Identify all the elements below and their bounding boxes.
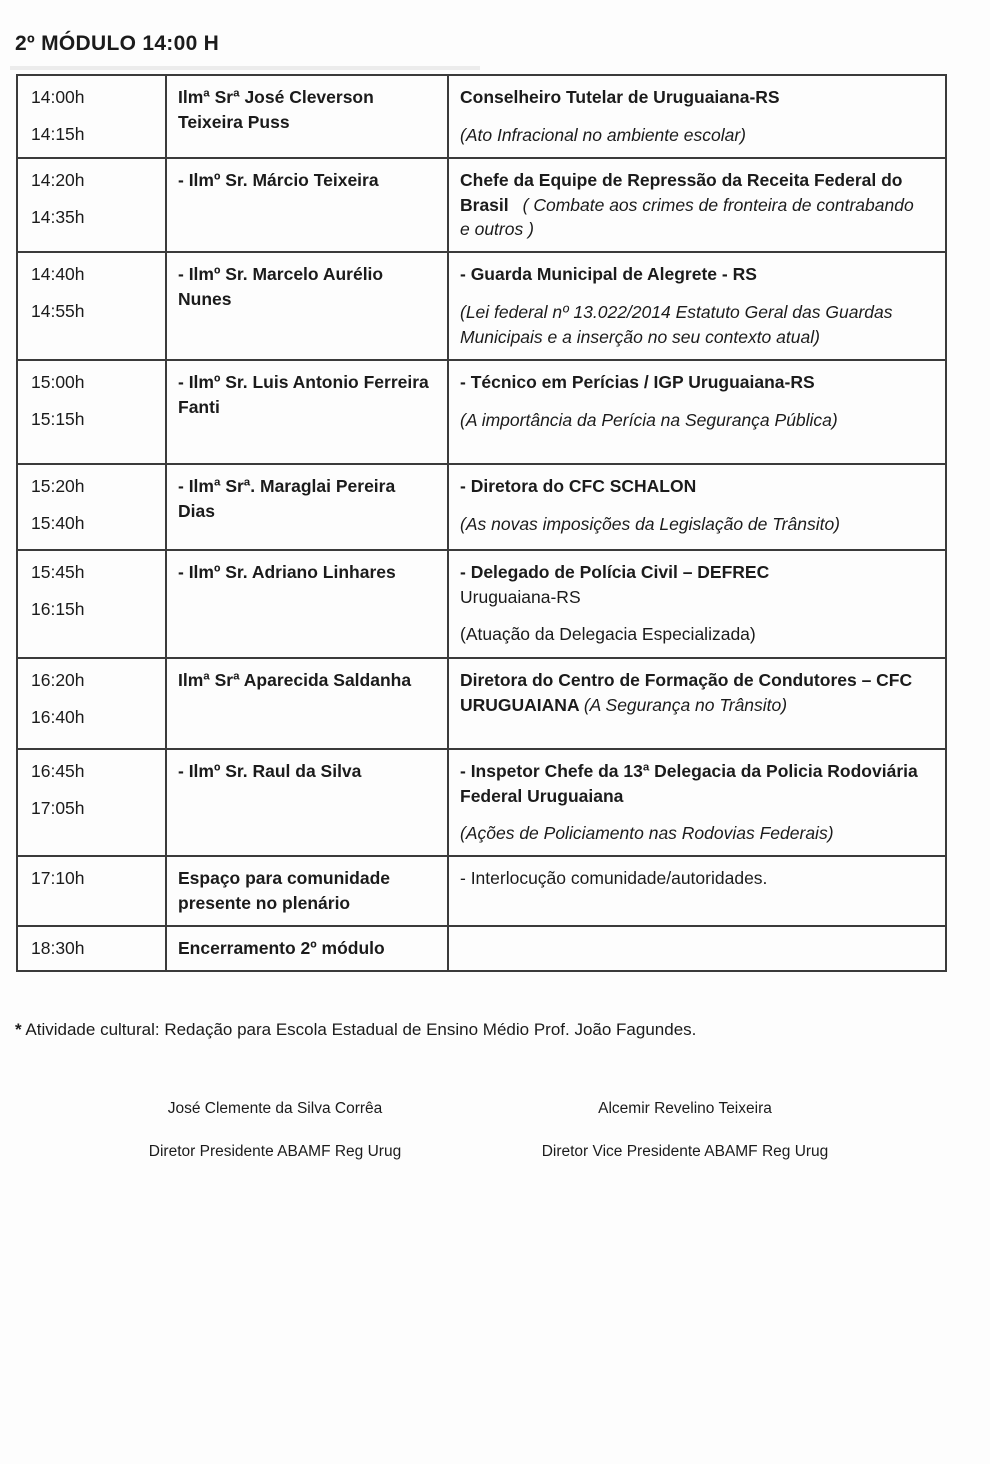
table-row	[18, 361, 945, 465]
role-cell	[449, 76, 945, 157]
topic-text: (Lei federal nº 13.022/2014 Estatuto Geral das Guardas Municipais e a inserção no seu contexto atual)	[460, 302, 893, 347]
speaker-name: - Ilmº Sr. Raul da Silva	[178, 760, 362, 781]
role-location: Uruguaiana-RS	[460, 586, 581, 607]
table-row	[18, 659, 945, 750]
time-start: 14:20h	[31, 169, 85, 190]
role-text	[460, 668, 919, 718]
role-cell	[449, 551, 945, 657]
time-start: 16:45h	[31, 760, 85, 781]
speaker-name: Encerramento 2º módulo	[178, 937, 385, 958]
speaker-name: Ilmª Srª José Cleverson Teixeira Puss	[178, 87, 374, 132]
time-start: 15:20h	[31, 475, 85, 496]
schedule-table	[16, 74, 947, 972]
time-end: 14:35h	[31, 206, 85, 227]
speaker-cell	[167, 253, 449, 359]
role-text: - Guarda Municipal de Alegrete - RS	[460, 264, 757, 285]
speaker-name: - Ilmº Sr. Marcelo Aurélio Nunes	[178, 264, 384, 310]
time-cell	[18, 465, 167, 549]
signature-block	[70, 1100, 890, 1161]
role-text: - Inspetor Chefe da 13ª Delegacia da Policia Rodoviária Federal Uruguaiana	[460, 760, 918, 806]
footnote-asterisk: *	[15, 1019, 22, 1039]
role-cell	[449, 253, 945, 359]
role-cell	[449, 465, 945, 549]
speaker-cell	[167, 927, 449, 970]
footnote	[15, 1018, 990, 1042]
role-text: - Diretora do CFC SCHALON	[460, 475, 697, 496]
topic-text: (Ato Infracional no ambiente escolar)	[460, 124, 746, 145]
page-title: 2º MÓDULO 14:00 H	[15, 32, 220, 55]
speaker-name: Espaço para comunidade presente no plenário	[178, 868, 391, 914]
speaker-name: - Ilmº Sr. Márcio Teixeira	[178, 169, 379, 190]
role-text: - Interlocução comunidade/autoridades.	[460, 868, 768, 889]
faint-divider	[10, 66, 480, 70]
time-start: 14:40h	[31, 264, 85, 285]
time-cell	[18, 361, 167, 463]
time-cell	[18, 159, 167, 252]
time-start: 16:20h	[31, 669, 85, 690]
topic-text: (Ações de Policiamento nas Rodovias Federais)	[460, 823, 834, 844]
time-end: 17:05h	[31, 797, 85, 818]
role-cell	[449, 750, 945, 856]
speaker-name: - Ilmª Srª. Maraglai Pereira Dias	[178, 475, 396, 521]
table-row	[18, 159, 945, 254]
time-cell	[18, 76, 167, 157]
signer-title: Diretor Vice Presidente ABAMF Reg Urug	[541, 1142, 829, 1160]
table-row	[18, 857, 945, 927]
time-end: 15:40h	[31, 512, 85, 533]
time-start: 15:00h	[31, 371, 85, 392]
speaker-cell	[167, 659, 449, 748]
time-end: 14:15h	[31, 123, 85, 144]
role-cell	[449, 361, 945, 463]
role-cell	[449, 927, 945, 970]
topic-text: (A importância da Perícia na Segurança Pública)	[460, 409, 838, 430]
speaker-cell	[167, 76, 449, 157]
topic-text: ( Combate aos crimes de fronteira de contrabando e outros )	[460, 194, 914, 240]
speaker-name: - Ilmº Sr. Luis Antonio Ferreira Fanti	[178, 371, 429, 417]
signature-left	[70, 1100, 480, 1161]
signer-title: Diretor Presidente ABAMF Reg Urug	[148, 1142, 402, 1160]
time-cell	[18, 659, 167, 748]
speaker-cell	[167, 857, 449, 925]
time-cell	[18, 857, 167, 925]
time-end: 15:15h	[31, 408, 85, 429]
role-text	[460, 168, 919, 243]
table-row	[18, 750, 945, 858]
time-cell	[18, 750, 167, 856]
time-end: 14:55h	[31, 301, 85, 322]
topic-text: (Atuação da Delegacia Especializada)	[460, 624, 756, 645]
speaker-cell	[167, 551, 449, 657]
speaker-cell	[167, 465, 449, 549]
speaker-name: - Ilmº Sr. Adriano Linhares	[178, 561, 396, 582]
speaker-cell	[167, 361, 449, 463]
role-bold: Chefe da Equipe de Repressão da Receita Federal do Brasil	[460, 169, 903, 215]
footnote-text: Atividade cultural: Redação para Escola Estadual de Ensino Médio Prof. João Fagundes.	[21, 1019, 697, 1039]
speaker-name: Ilmª Srª Aparecida Saldanha	[178, 669, 412, 690]
signature-right	[480, 1100, 890, 1161]
signer-name: José Clemente da Silva Corrêa	[167, 1099, 383, 1117]
role-bold: Diretora do Centro de Formação de Condutores – CFC URUGUAIANA	[460, 669, 913, 715]
table-row	[18, 76, 945, 159]
time-cell	[18, 551, 167, 657]
time-cell	[18, 927, 167, 970]
time-start: 17:10h	[31, 868, 85, 889]
role-text: Conselheiro Tutelar de Uruguaiana-RS	[460, 87, 780, 107]
role-cell	[449, 659, 945, 748]
role-text: - Delegado de Polícia Civil – DEFREC	[460, 561, 770, 582]
role-cell	[449, 159, 945, 252]
time-start: 15:45h	[31, 561, 85, 582]
role-cell	[449, 857, 945, 925]
signer-name: Alcemir Revelino Teixeira	[598, 1099, 772, 1117]
role-text: - Técnico em Perícias / IGP Uruguaiana-RS	[460, 371, 815, 392]
table-row	[18, 551, 945, 659]
speaker-cell	[167, 159, 449, 252]
topic-text: (As novas imposições da Legislação de Trânsito)	[460, 513, 841, 534]
table-row	[18, 253, 945, 361]
topic-text: (A Segurança no Trânsito)	[583, 694, 788, 715]
speaker-cell	[167, 750, 449, 856]
time-end: 16:15h	[31, 598, 85, 619]
time-end: 16:40h	[31, 706, 85, 727]
table-row	[18, 927, 945, 970]
time-cell	[18, 253, 167, 359]
time-start: 18:30h	[31, 937, 85, 958]
time-start: 14:00h	[31, 87, 85, 107]
table-row	[18, 465, 945, 551]
